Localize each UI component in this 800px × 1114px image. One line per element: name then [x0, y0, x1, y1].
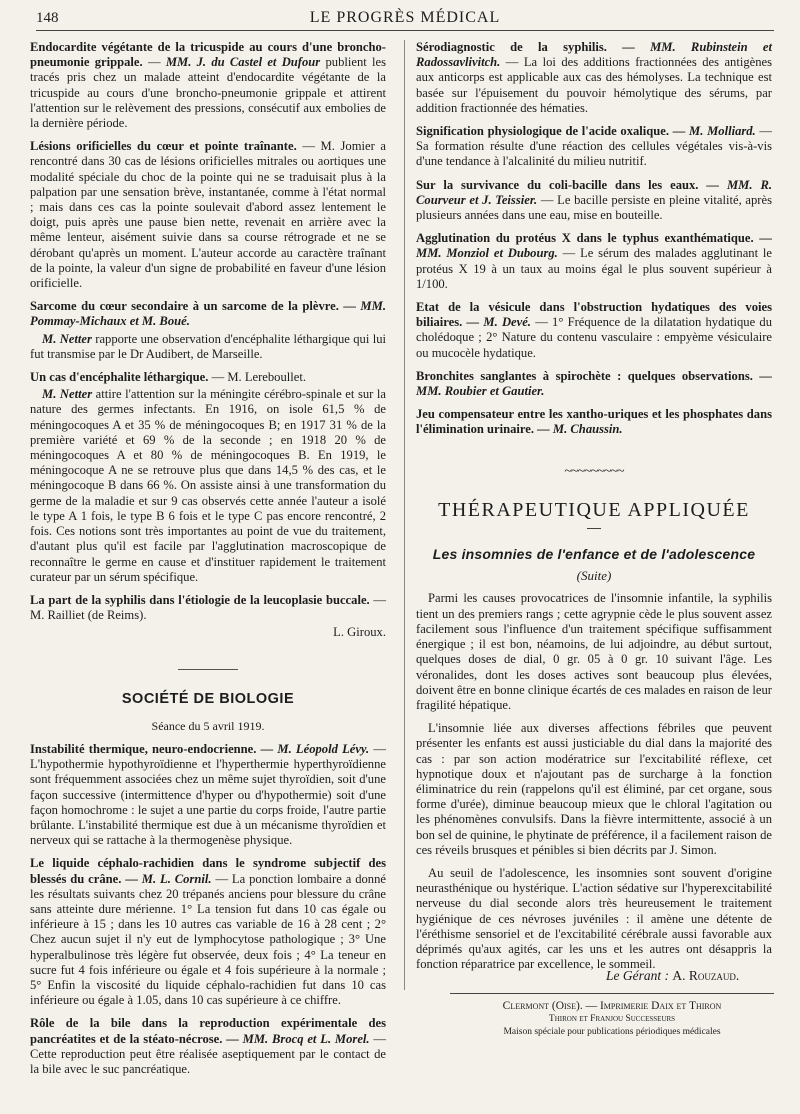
abstract-body: — L'hypothermie hypothyroïdienne et l'hyperthermie hyperthyroïdienne sont fréquemment associées chez un même sujet thyroïdien, soit d'une façon successive (intermittence d'hyper ou d'hypothermie) soit d'une façon homochrome : le sujet a une partie du corps froide, l'autre partie brûlante. L'instabilité thermique est due à un mécanisme thyroïdien et nerveux qui se rattache à la thermogenèse physique.	[30, 741, 386, 848]
section-divider	[178, 669, 238, 670]
abstract-bronchites	[416, 369, 772, 399]
abstract-bile	[30, 1016, 386, 1077]
article-paragraph: Parmi les causes provocatrices de l'insomnie infantile, la syphilis tient un des premiers rangs ; cette agrypnie cède le plus souvent assez facilement sous l'influence d'un traitement spécifique suffisamment énergique ; il est bon, néamoins, de lui adjoindre, au début surtout, quelques doses de dial, 0 gr. 05 à 0 gr. 10 suivant l'âge. Les véronalides, dont les doses actives sont beaucoup plus élevées, doivent être en bonne clinique écartés de ces malades en raison de leur fragilité hépatique.	[416, 591, 772, 712]
abstract-title: Signification physiologique de l'acide oxalique.	[416, 124, 670, 139]
title-rule	[587, 528, 601, 529]
section-title: THÉRAPEUTIQUE APPLIQUÉE	[438, 498, 750, 521]
printer-line: Thiron et Franjou Successeurs	[548, 1014, 676, 1024]
abstract-acide-oxalique	[416, 124, 772, 170]
printer-line: Clermont (Oise). — Imprimerie Daix et Thiron	[502, 1000, 722, 1012]
article-paragraph: L'insomnie liée aux diverses affections fébriles que peuvent présenter les enfants est aussi justiciable du dial dans la majorité des cas : par son action modératrice sur l'excitabilité réflexe, cet hypnotique doux et n'ajoutant pas de surcharge à la fonction éliminatrice du rein (rappelons qu'il est éliminé, par cet organe, sous forme d'urée), diminue beaucoup mieux que le chloral l'agitation ou les phénomènes convulsifs. Dans la fièvre intermittente, associé à un bon sel de quinine, le phytinate de préférence, il a facilement raison de ces réveils brusques et pénibles si bien décrits par J. Simon.	[416, 721, 772, 857]
column-rule	[404, 40, 405, 990]
abstract-body: attire l'attention sur la méningite cérébro-spinale et sur la nature des germes infectants. En 1916, on isole 61,5 % de méningocoques A et 35 % de méningocoques B; en 1917 31 % de la première variété et 69 % de la seconde ; en 1918 20 % de méningocoques A et 80 % de méningocoques B. En 1919, le méningocoque A ne se retrouve plus que dans 14,5 % des cas, et le méningocoque B dans 66 %. On assiste ainsi à une transformation du germe de la maladie et sur 9 cas observés cette année l'auteur a isolé le type A 1 fois, le type B 6 fois et le type C pas encore rencontré, 2 fois. Ces notions sont très importantes au point de vue du traitement, d'autant plus qu'il est facile par l'agglutination macroscopique de reconnaître le germe en cause et d'instituer rapidement le traitement curateur par un sérum spécifique.	[30, 387, 386, 584]
abstract-body: — Cette reproduction peut être réalisée aseptiquement par le contact de la bile avec le suc pancréatique.	[30, 1031, 387, 1076]
abstract-xantho-uriques	[416, 407, 772, 437]
abstract-serodiagnostic	[416, 40, 772, 116]
abstract-authors: — M. Molliard.	[672, 124, 756, 139]
gerant-line	[606, 968, 739, 984]
abstract-authors: — MM. Pommay-Michaux et M. Boué.	[30, 299, 386, 329]
abstract-title: Endocardite végétante de la tricuspide au cours d'une broncho-pneumonie grippale.	[30, 40, 386, 70]
abstract-body: a rencontré dans 30 cas de lésions orificielles mitrales ou aortiques une modalité spéciale du choc de la pointe qui ne se traduisait plus à la palpation par une sensation brève, instantanée, comme à l'état normal ; mais dans ces cas la pointe soulevait d'abord assez lentement le doigt, puis après une pause bien nette, revenait en arrière avec la même lenteur, aisément suivie dans sa course rétrograde et ne se dérobant qu'après un moment. L'auteur accorde au caractère traînant de la pointe, la valeur d'un signe de probabilité en faveur d'une lésion orificielle.	[30, 139, 386, 291]
abstract-title: Sarcome du cœur secondaire à un sarcome de la plèvre.	[30, 299, 339, 314]
right-column	[416, 40, 772, 980]
printer-line: Maison spéciale pour publications périodiques médicales	[503, 1027, 721, 1037]
abstract-title: Un cas d'encéphalite léthargique.	[30, 370, 209, 385]
article-title: Les insomnies de l'enfance et de l'adolescence	[432, 546, 756, 563]
abstract-title: Lésions orificielles du cœur et pointe traînante.	[30, 139, 297, 154]
abstract-body: — Le bacille persiste en pleine vitalité, après plusieurs années dans une eau, mise en bouteille.	[416, 192, 772, 223]
abstract-authors: — M. Chaussin.	[537, 422, 623, 437]
abstract-authors: — MM. R. Courveur et J. Teissier.	[416, 177, 773, 207]
abstract-title: Sur la survivance du coli-bacille dans les eaux.	[416, 177, 699, 192]
abstract-endocardite: Endocardite végétante de la tricuspide au cours d'une broncho-pneumonie grippale. — MM. J. du Castel et Dufour publient les tracés pris chez un malade atteint d'endocardite végétante de la tricuspide au cours d'une broncho-pneumonie grippale et attirent l'attention sur le relèvement des pressions, consécutif aux embolies de la dernière période.	[30, 40, 386, 131]
session-date: Séance du 5 avril 1919.	[151, 718, 265, 733]
abstract-lesions	[30, 139, 386, 291]
article-suite: (Suite)	[576, 568, 612, 584]
abstract-body: rapporte une observation d'encéphalite léthargique qui lui fut transmise par le Dr Audibert, de Marseille.	[30, 331, 387, 361]
abstract-body: publient les tracés pris chez un malade atteint d'endocardite végétante de la tricuspide au cours d'une broncho-pneumonie grippale et attirent l'attention sur le relèvement des pressions, consécutif aux embolies de la dernière période.	[30, 55, 386, 131]
abstract-body: — La ponction lombaire a donné les résultats suivants chez 20 trépanés anciens pour blessure du crâne sans atteinte dure mérienne. 1° La tension fut dans 10 cas égale ou inférieure à 15 ; dans les 10 autres cas variable de 16 à 28 cent ; 2° Chez aucun sujet il n'y eut de lymphocytose pathologique ; 3° Une hyperalbulinose très légère fut observée, deux fois ; 4° La teneur en sucre fut 4 fois inférieure ou égale et 4 fois supérieure à la normale ; 5° Enfin la viscosité du liquide céphalo-rachidien fut dans 10 cas inférieure ou égale à 1.05, dans 10 cas supérieure à ce chiffre.	[30, 871, 386, 1008]
gerant-label: Le Gérant :	[606, 968, 669, 983]
page-number: 148	[36, 10, 59, 26]
abstract-title: Le liquide céphalo-rachidien dans le syndrome subjectif des blessés du crâne.	[30, 856, 386, 886]
abstract-title: La part de la syphilis dans l'étiologie de la leucoplasie buccale.	[30, 592, 370, 607]
society-title: SOCIÉTÉ DE BIOLOGIE	[121, 690, 295, 707]
abstract-body: — La loi des additions fractionnées des antigènes aux anticorps est applicable aux cas des hémolyses. La technique est basée sur l'épuisement du pouvoir hémolytique des sérums, par addition fractionnée des hématies.	[416, 55, 772, 115]
abstract-title: Jeu compensateur entre les xantho-uriques et les phosphates dans l'élimination urinaire.	[416, 407, 772, 437]
abstract-instabilite	[30, 742, 386, 848]
abstract-authors: — MM. Monziol et Dubourg.	[416, 231, 772, 261]
abstract-authors: — MM. Roubier et Gautier.	[416, 368, 772, 399]
abstract-coli-bacille	[416, 178, 772, 224]
abstract-vesicule	[416, 300, 772, 361]
abstract-body: — 1° Fréquence de la dilatation hydatique du cholédoque ; 2° Nature du contenu vasculaire : empyème vésiculaire ou mucocèle hydatique.	[416, 315, 772, 360]
abstract-netter-2	[30, 387, 386, 585]
abstract-liquide	[30, 856, 386, 1008]
abstract-authors: — M. Léopold Lévy.	[260, 741, 370, 756]
abstract-authors: MM. J. du Castel et Dufour	[165, 55, 321, 70]
abstract-syphilis-leucoplasie	[30, 593, 386, 623]
abstract-authors: M. Netter	[42, 331, 92, 346]
abstract-authors: — M. Devé.	[466, 315, 531, 330]
abstract-title: Rôle de la bile dans la reproduction expérimentale des pancréatites et de la stéato-nécrose.	[30, 1016, 386, 1046]
abstract-netter-1	[30, 332, 386, 362]
abstract-proteus	[416, 231, 772, 292]
abstract-title: Agglutination du protéus X dans le typhus exanthématique.	[416, 231, 754, 246]
abstract-authors: — M. Lereboullet.	[211, 370, 307, 385]
abstract-authors: — M. L. Cornil.	[125, 871, 212, 886]
signature: L. Giroux.	[333, 625, 386, 640]
abstract-title: Bronchites sanglantes à spirochète : quelques observations.	[416, 368, 753, 383]
abstract-authors: — MM. Brocq et L. Morel.	[226, 1031, 370, 1046]
page-header	[36, 8, 774, 31]
abstract-body: — Le sérum des malades agglutinant le protéus X 19 à un taux au moins égal le plus souvent supérieur à 1/100.	[416, 246, 773, 291]
abstract-authors: M. Netter	[42, 387, 93, 402]
journal-title: LE PROGRÈS MÉDICAL	[309, 9, 501, 26]
abstract-sarcome	[30, 299, 386, 329]
abstract-title: Etat de la vésicule dans l'obstruction hydatiques des voies biliaires.	[416, 300, 772, 330]
abstract-authors: — MM. Rubinstein et Radossavlivitch.	[416, 40, 773, 70]
article-paragraph: Au seuil de l'adolescence, les insomnies sont souvent d'origine neurasthénique ou hystérique. L'action sédative sur l'hyperexcitabilité nerveuse du dial seconde alors très heureusement le traitement hygiénique de ces névroses juvéniles : il amène une détente de l'éréthisme sensoriel et de l'excitabilité cérébrale aussi favorable aux déprimés qu'aux agités, car les uns et les autres ont désappris la fonction réparatrice par excellence, le sommeil.	[416, 865, 772, 972]
printer-imprint	[450, 1000, 774, 1039]
abstract-body: — Sa formation résulte d'une réaction des cellules végétales vis-à-vis d'une tendance à l'alcalinité du milieu nutritif.	[416, 124, 773, 169]
left-column	[30, 40, 386, 1085]
abstract-encephalite	[30, 370, 386, 385]
abstract-title: Sérodiagnostic de la syphilis.	[416, 40, 607, 54]
flourish-ornament: ~~~~~~~~~	[564, 463, 624, 479]
gerant-name: A. Rouzaud.	[672, 968, 740, 983]
abstract-authors: — M. Jomier	[302, 139, 375, 154]
footer-rule	[450, 993, 774, 994]
abstract-title: Instabilité thermique, neuro-endocrienne.	[30, 741, 257, 756]
abstract-authors: — M. Railliet (de Reims).	[30, 592, 386, 623]
